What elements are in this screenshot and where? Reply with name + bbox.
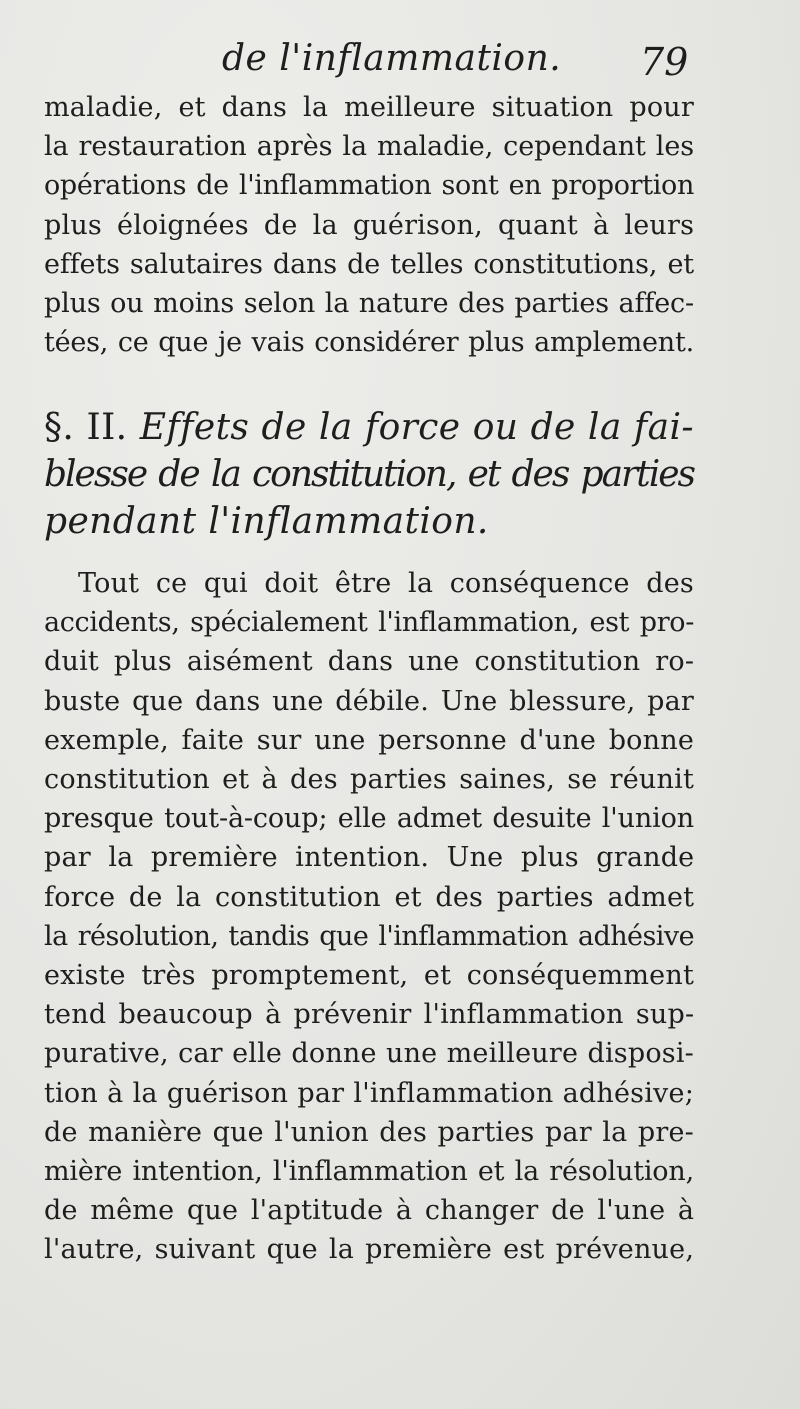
text-line: de même que l'aptitude à changer de l'une à <box>44 1195 695 1227</box>
text-line: plus ou moins selon la nature des parties affec- <box>44 288 694 320</box>
text-line: duit plus aisément dans une constitution ro- <box>44 646 695 678</box>
text-line: par la première intention. Une plus grande <box>44 842 695 874</box>
text-line: existe très promptement, et conséquemment <box>44 960 694 992</box>
text-line: la résolution, tandis que l'inflammation adhésive <box>44 920 694 952</box>
text-line: Tout ce qui doit être la conséquence des <box>78 568 694 599</box>
text-line: l'autre, suivant que la première est prévenue, <box>44 1234 695 1266</box>
text-line: de manière que l'union des parties par la pre- <box>44 1116 694 1148</box>
text-line: constitution et à des parties saines, se réunit <box>44 764 694 796</box>
section-heading-line <box>44 404 694 451</box>
text-line: mière intention, l'inflammation et la résolution, <box>44 1156 694 1188</box>
section-heading <box>44 404 694 545</box>
section-heading-line: blesse de la constitution, et des parties <box>44 454 694 495</box>
text-line: tion à la guérison par l'inflammation adhésive; <box>44 1077 694 1109</box>
page-number: 79 <box>640 40 689 84</box>
text-line: tend beaucoup à prévenir l'inflammation sup- <box>44 999 695 1031</box>
text-line: effets salutaires dans de telles constitutions, et <box>44 248 694 280</box>
text-line: force de la constitution et des parties admet <box>44 881 695 913</box>
paragraph-2 <box>44 564 694 1270</box>
running-title: de l'inflammation. <box>222 38 562 79</box>
text-line: exemple, faite sur une personne d'une bonne <box>44 724 694 756</box>
text-line: purative, car elle donne une meilleure disposi- <box>44 1038 694 1070</box>
section-number: §. II. <box>44 407 128 448</box>
text-line: opérations de l'inflammation sont en proportion <box>44 170 694 202</box>
text-line: maladie, et dans la meilleure situation pour <box>44 92 694 123</box>
section-heading-line: pendant l'inflammation. <box>44 501 489 542</box>
text-line: accidents, spécialement l'inflammation, est pro- <box>44 607 694 639</box>
text-line: presque tout-à-coup; elle admet desuite l'union <box>44 803 694 835</box>
text-line: plus éloignées de la guérison, quant à leurs <box>44 209 695 241</box>
paragraph-1 <box>44 88 694 362</box>
text-line: buste que dans une débile. Une blessure, par <box>44 685 694 717</box>
text-line: tées, ce que je vais considérer plus amplement. <box>44 327 694 359</box>
text-line: la restauration après la maladie, cependant les <box>44 131 694 163</box>
section-title-part: Effets de la force ou de la fai- <box>139 407 694 448</box>
